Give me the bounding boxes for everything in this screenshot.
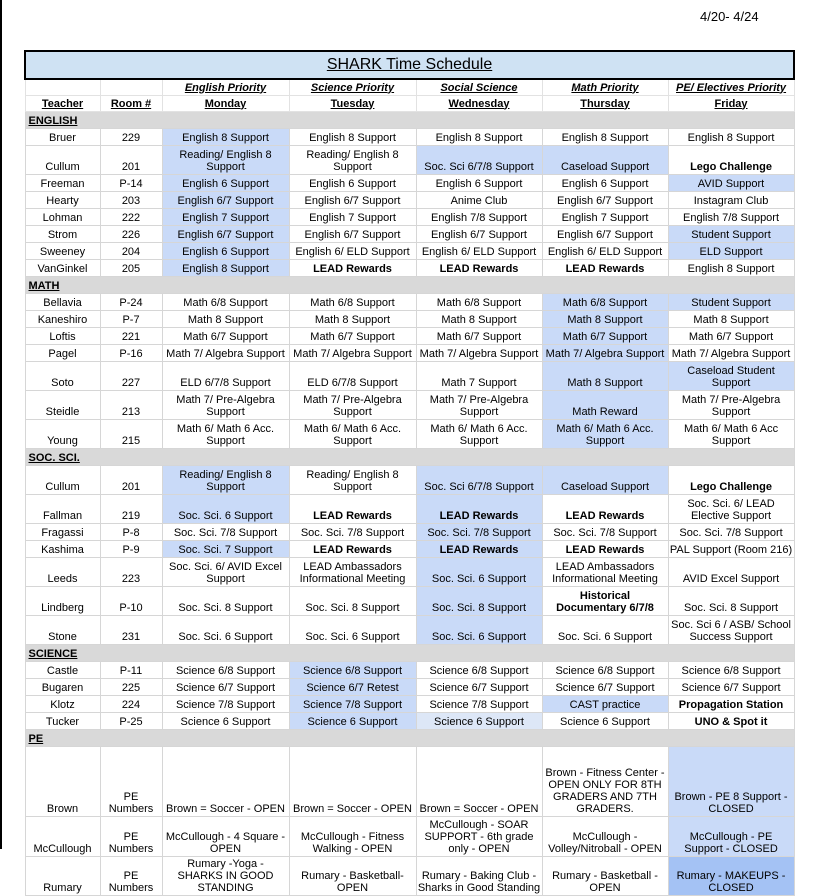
tuesday-cell: Reading/ English 8 Support — [289, 465, 416, 494]
teacher-cell: Bruer — [25, 128, 100, 145]
table-row — [25, 225, 794, 242]
table-row — [25, 419, 794, 448]
wednesday-cell: Science 6/7 Support — [416, 678, 542, 695]
column-header: Wednesday — [416, 95, 542, 111]
wednesday-cell: Math 7/ Algebra Support — [416, 344, 542, 361]
teacher-cell: Pagel — [25, 344, 100, 361]
friday-cell: Science 6/7 Support — [668, 678, 794, 695]
thursday-cell: English 7 Support — [542, 208, 668, 225]
tuesday-cell: Soc. Sci. 6 Support — [289, 615, 416, 644]
section-header — [25, 276, 794, 293]
room-cell: 231 — [100, 615, 162, 644]
thursday-cell: Brown - Fitness Center - OPEN ONLY FOR 8TH GRADERS AND 7TH GRADERS. — [542, 746, 668, 816]
table-row — [25, 465, 794, 494]
table-row — [25, 615, 794, 644]
table-row — [25, 310, 794, 327]
section-title: PE — [28, 732, 44, 745]
tuesday-cell: ELD 6/7/8 Support — [289, 361, 416, 390]
friday-cell: Instagram Club — [668, 191, 794, 208]
thursday-cell: English 6/ ELD Support — [542, 242, 668, 259]
thursday-cell: Math 8 Support — [542, 310, 668, 327]
teacher-cell: Bugaren — [25, 678, 100, 695]
thursday-cell: Math Reward — [542, 390, 668, 419]
wednesday-cell: LEAD Rewards — [416, 540, 542, 557]
room-cell: P-11 — [100, 661, 162, 678]
monday-cell: Reading/ English 8 Support — [162, 145, 289, 174]
tuesday-cell: LEAD Rewards — [289, 494, 416, 523]
friday-cell: UNO & Spot it — [668, 712, 794, 729]
wednesday-cell: Rumary - Baking Club - Sharks in Good Standing — [416, 856, 542, 895]
table-row — [25, 586, 794, 615]
friday-cell: Lego Challenge — [668, 145, 794, 174]
thursday-cell: Rumary - Basketball - OPEN — [542, 856, 668, 895]
room-cell: P-7 — [100, 310, 162, 327]
room-cell: 219 — [100, 494, 162, 523]
wednesday-cell: Math 8 Support — [416, 310, 542, 327]
teacher-cell: VanGinkel — [25, 259, 100, 276]
room-cell: P-10 — [100, 586, 162, 615]
friday-cell: Brown - PE 8 Support - CLOSED — [668, 746, 794, 816]
table-row — [25, 208, 794, 225]
teacher-cell: Cullum — [25, 465, 100, 494]
table-row — [25, 327, 794, 344]
friday-cell: Rumary - MAKEUPS - CLOSED — [668, 856, 794, 895]
priority-row — [25, 79, 794, 95]
section-header-cell — [25, 448, 794, 465]
room-cell: 225 — [100, 678, 162, 695]
friday-cell: McCullough - PE Support - CLOSED — [668, 816, 794, 856]
teacher-cell: Stone — [25, 615, 100, 644]
section-header-cell — [25, 111, 794, 128]
section-header — [25, 448, 794, 465]
thursday-cell: English 8 Support — [542, 128, 668, 145]
wednesday-cell: English 7/8 Support — [416, 208, 542, 225]
column-header: Room # — [100, 95, 162, 111]
tuesday-cell: Science 6 Support — [289, 712, 416, 729]
priority-cell: Science Priority — [289, 79, 416, 95]
wednesday-cell: English 8 Support — [416, 128, 542, 145]
teacher-cell: Strom — [25, 225, 100, 242]
thursday-cell: Math 6/8 Support — [542, 293, 668, 310]
wednesday-cell: Science 6/8 Support — [416, 661, 542, 678]
teacher-cell: Sweeney — [25, 242, 100, 259]
teacher-cell: Loftis — [25, 327, 100, 344]
tuesday-cell: Rumary - Basketball- OPEN — [289, 856, 416, 895]
wednesday-cell: Anime Club — [416, 191, 542, 208]
monday-cell: Brown = Soccer - OPEN — [162, 746, 289, 816]
wednesday-cell: Soc. Sci. 8 Support — [416, 586, 542, 615]
friday-cell: Soc. Sci. 7/8 Support — [668, 523, 794, 540]
table-row — [25, 678, 794, 695]
wednesday-cell: English 6/7 Support — [416, 225, 542, 242]
priority-cell: English Priority — [162, 79, 289, 95]
room-cell: P-14 — [100, 174, 162, 191]
wednesday-cell: Science 7/8 Support — [416, 695, 542, 712]
wednesday-cell: Science 6 Support — [416, 712, 542, 729]
section-title: ENGLISH — [28, 114, 78, 127]
thursday-cell: CAST practice — [542, 695, 668, 712]
wednesday-cell: Soc. Sci 6/7/8 Support — [416, 465, 542, 494]
teacher-cell: Soto — [25, 361, 100, 390]
room-cell: 205 — [100, 259, 162, 276]
friday-cell: English 7/8 Support — [668, 208, 794, 225]
teacher-cell: Bellavia — [25, 293, 100, 310]
thursday-cell: Soc. Sci. 7/8 Support — [542, 523, 668, 540]
thursday-cell: English 6/7 Support — [542, 191, 668, 208]
wednesday-cell: Soc. Sci 6/7/8 Support — [416, 145, 542, 174]
page-title: SHARK Time Schedule — [326, 56, 493, 73]
wednesday-cell: Math 7 Support — [416, 361, 542, 390]
teacher-cell: Lohman — [25, 208, 100, 225]
teacher-cell: Lindberg — [25, 586, 100, 615]
monday-cell: English 6 Support — [162, 242, 289, 259]
teacher-cell: Klotz — [25, 695, 100, 712]
thursday-cell: McCullough - Volley/Nitroball - OPEN — [542, 816, 668, 856]
monday-cell: Math 6/8 Support — [162, 293, 289, 310]
room-cell: 201 — [100, 465, 162, 494]
section-title: MATH — [28, 279, 60, 292]
column-header-row — [25, 95, 794, 111]
column-header: Friday — [668, 95, 794, 111]
friday-cell: ELD Support — [668, 242, 794, 259]
thursday-cell: English 6/7 Support — [542, 225, 668, 242]
priority-cell — [100, 79, 162, 95]
room-cell: 226 — [100, 225, 162, 242]
wednesday-cell: LEAD Rewards — [416, 259, 542, 276]
tuesday-cell: Science 6/8 Support — [289, 661, 416, 678]
table-row — [25, 712, 794, 729]
table-row — [25, 145, 794, 174]
monday-cell: Math 6/7 Support — [162, 327, 289, 344]
monday-cell: Math 6/ Math 6 Acc. Support — [162, 419, 289, 448]
friday-cell: English 8 Support — [668, 259, 794, 276]
wednesday-cell: McCullough - SOAR SUPPORT - 6th grade only - OPEN — [416, 816, 542, 856]
room-cell: 204 — [100, 242, 162, 259]
teacher-cell: Young — [25, 419, 100, 448]
tuesday-cell: Math 6/8 Support — [289, 293, 416, 310]
table-row — [25, 661, 794, 678]
priority-cell: Math Priority — [542, 79, 668, 95]
wednesday-cell: Math 7/ Pre-Algebra Support — [416, 390, 542, 419]
wednesday-cell: LEAD Rewards — [416, 494, 542, 523]
date-range: 4/20- 4/24 — [700, 9, 759, 24]
table-row — [25, 174, 794, 191]
monday-cell: Science 7/8 Support — [162, 695, 289, 712]
column-header: Teacher — [25, 95, 100, 111]
room-cell: PE Numbers — [100, 856, 162, 895]
tuesday-cell: English 6 Support — [289, 174, 416, 191]
teacher-cell: Freeman — [25, 174, 100, 191]
room-cell: 221 — [100, 327, 162, 344]
wednesday-cell: Math 6/8 Support — [416, 293, 542, 310]
tuesday-cell: English 6/ ELD Support — [289, 242, 416, 259]
monday-cell: Math 7/ Algebra Support — [162, 344, 289, 361]
left-border — [0, 0, 2, 849]
table-row — [25, 293, 794, 310]
friday-cell: Soc. Sci. 8 Support — [668, 586, 794, 615]
room-cell: PE Numbers — [100, 746, 162, 816]
friday-cell: Science 6/8 Support — [668, 661, 794, 678]
table-row — [25, 259, 794, 276]
table-row — [25, 344, 794, 361]
tuesday-cell: Reading/ English 8 Support — [289, 145, 416, 174]
monday-cell: English 6 Support — [162, 174, 289, 191]
tuesday-cell: English 6/7 Support — [289, 191, 416, 208]
tuesday-cell: English 8 Support — [289, 128, 416, 145]
teacher-cell: Castle — [25, 661, 100, 678]
teacher-cell: Kaneshiro — [25, 310, 100, 327]
teacher-cell: Hearty — [25, 191, 100, 208]
monday-cell: Science 6/8 Support — [162, 661, 289, 678]
friday-cell: Caseload Student Support — [668, 361, 794, 390]
section-header — [25, 729, 794, 746]
thursday-cell: LEAD Rewards — [542, 540, 668, 557]
friday-cell: Student Support — [668, 225, 794, 242]
monday-cell: English 8 Support — [162, 128, 289, 145]
table-row — [25, 856, 794, 895]
thursday-cell: Caseload Support — [542, 465, 668, 494]
column-header: Monday — [162, 95, 289, 111]
monday-cell: English 8 Support — [162, 259, 289, 276]
thursday-cell: Soc. Sci. 6 Support — [542, 615, 668, 644]
column-header: Tuesday — [289, 95, 416, 111]
thursday-cell: LEAD Rewards — [542, 259, 668, 276]
section-title: SOC. SCI. — [28, 451, 80, 464]
thursday-cell: LEAD Ambassadors Informational Meeting — [542, 557, 668, 586]
wednesday-cell: Brown = Soccer - OPEN — [416, 746, 542, 816]
tuesday-cell: Math 8 Support — [289, 310, 416, 327]
room-cell: P-8 — [100, 523, 162, 540]
room-cell: 227 — [100, 361, 162, 390]
wednesday-cell: Soc. Sci. 6 Support — [416, 615, 542, 644]
schedule-sheet — [24, 50, 793, 894]
monday-cell: Math 7/ Pre-Algebra Support — [162, 390, 289, 419]
friday-cell: Propagation Station — [668, 695, 794, 712]
monday-cell: Soc. Sci. 7 Support — [162, 540, 289, 557]
room-cell: P-9 — [100, 540, 162, 557]
wednesday-cell: English 6/ ELD Support — [416, 242, 542, 259]
teacher-cell: Steidle — [25, 390, 100, 419]
tuesday-cell: McCullough - Fitness Walking - OPEN — [289, 816, 416, 856]
room-cell: 201 — [100, 145, 162, 174]
table-row — [25, 523, 794, 540]
section-header — [25, 111, 794, 128]
teacher-cell: McCullough — [25, 816, 100, 856]
teacher-cell: Kashima — [25, 540, 100, 557]
section-title: SCIENCE — [28, 647, 78, 660]
table-row — [25, 361, 794, 390]
thursday-cell: Math 6/ Math 6 Acc. Support — [542, 419, 668, 448]
tuesday-cell: Soc. Sci. 8 Support — [289, 586, 416, 615]
thursday-cell: Science 6 Support — [542, 712, 668, 729]
tuesday-cell: Brown = Soccer - OPEN — [289, 746, 416, 816]
room-cell: 223 — [100, 557, 162, 586]
tuesday-cell: Math 7/ Algebra Support — [289, 344, 416, 361]
thursday-cell: English 6 Support — [542, 174, 668, 191]
tuesday-cell: English 6/7 Support — [289, 225, 416, 242]
column-header: Thursday — [542, 95, 668, 111]
tuesday-cell: Soc. Sci. 7/8 Support — [289, 523, 416, 540]
teacher-cell: Brown — [25, 746, 100, 816]
monday-cell: Soc. Sci. 7/8 Support — [162, 523, 289, 540]
section-header-cell — [25, 276, 794, 293]
room-cell: 224 — [100, 695, 162, 712]
table-row — [25, 540, 794, 557]
monday-cell: Reading/ English 8 Support — [162, 465, 289, 494]
wednesday-cell: Soc. Sci. 7/8 Support — [416, 523, 542, 540]
friday-cell: Lego Challenge — [668, 465, 794, 494]
thursday-cell: Caseload Support — [542, 145, 668, 174]
room-cell: 215 — [100, 419, 162, 448]
teacher-cell: Leeds — [25, 557, 100, 586]
priority-cell — [25, 79, 100, 95]
room-cell: 213 — [100, 390, 162, 419]
tuesday-cell: Math 7/ Pre-Algebra Support — [289, 390, 416, 419]
table-row — [25, 390, 794, 419]
friday-cell: Soc. Sci. 6/ LEAD Elective Support — [668, 494, 794, 523]
friday-cell: AVID Excel Support — [668, 557, 794, 586]
monday-cell: Math 8 Support — [162, 310, 289, 327]
monday-cell: McCullough - 4 Square - OPEN — [162, 816, 289, 856]
monday-cell: Soc. Sci. 8 Support — [162, 586, 289, 615]
teacher-cell: Fallman — [25, 494, 100, 523]
room-cell: P-16 — [100, 344, 162, 361]
tuesday-cell: Math 6/ Math 6 Acc. Support — [289, 419, 416, 448]
friday-cell: Math 7/ Pre-Algebra Support — [668, 390, 794, 419]
room-cell: 222 — [100, 208, 162, 225]
section-header — [25, 644, 794, 661]
monday-cell: English 7 Support — [162, 208, 289, 225]
priority-cell: PE/ Electives Priority — [668, 79, 794, 95]
tuesday-cell: Science 7/8 Support — [289, 695, 416, 712]
thursday-cell: Science 6/8 Support — [542, 661, 668, 678]
table-row — [25, 242, 794, 259]
teacher-cell: Tucker — [25, 712, 100, 729]
tuesday-cell: LEAD Rewards — [289, 540, 416, 557]
monday-cell: Soc. Sci. 6 Support — [162, 615, 289, 644]
teacher-cell: Fragassi — [25, 523, 100, 540]
table-row — [25, 816, 794, 856]
teacher-cell: Rumary — [25, 856, 100, 895]
table-row — [25, 557, 794, 586]
section-header-cell — [25, 644, 794, 661]
schedule-table — [24, 50, 795, 896]
table-row — [25, 746, 794, 816]
room-cell: 229 — [100, 128, 162, 145]
monday-cell: Soc. Sci. 6/ AVID Excel Support — [162, 557, 289, 586]
friday-cell: Math 6/ Math 6 Acc Support — [668, 419, 794, 448]
friday-cell: Math 8 Support — [668, 310, 794, 327]
wednesday-cell: Math 6/ Math 6 Acc. Support — [416, 419, 542, 448]
monday-cell: ELD 6/7/8 Support — [162, 361, 289, 390]
wednesday-cell: English 6 Support — [416, 174, 542, 191]
thursday-cell: Math 6/7 Support — [542, 327, 668, 344]
room-cell: 203 — [100, 191, 162, 208]
friday-cell: AVID Support — [668, 174, 794, 191]
table-row — [25, 128, 794, 145]
section-header-cell — [25, 729, 794, 746]
friday-cell: English 8 Support — [668, 128, 794, 145]
tuesday-cell: LEAD Ambassadors Informational Meeting — [289, 557, 416, 586]
wednesday-cell: Soc. Sci. 6 Support — [416, 557, 542, 586]
teacher-cell: Cullum — [25, 145, 100, 174]
thursday-cell: Historical Documentary 6/7/8 — [542, 586, 668, 615]
friday-cell: PAL Support (Room 216) — [668, 540, 794, 557]
thursday-cell: Math 7/ Algebra Support — [542, 344, 668, 361]
priority-cell: Social Science — [416, 79, 542, 95]
monday-cell: Rumary -Yoga - SHARKS IN GOOD STANDING — [162, 856, 289, 895]
wednesday-cell: Math 6/7 Support — [416, 327, 542, 344]
tuesday-cell: LEAD Rewards — [289, 259, 416, 276]
thursday-cell: LEAD Rewards — [542, 494, 668, 523]
room-cell: P-24 — [100, 293, 162, 310]
friday-cell: Math 7/ Algebra Support — [668, 344, 794, 361]
thursday-cell: Math 8 Support — [542, 361, 668, 390]
friday-cell: Soc. Sci 6 / ASB/ School Success Support — [668, 615, 794, 644]
monday-cell: English 6/7 Support — [162, 191, 289, 208]
monday-cell: Science 6/7 Support — [162, 678, 289, 695]
table-row — [25, 191, 794, 208]
room-cell: P-25 — [100, 712, 162, 729]
thursday-cell: Science 6/7 Support — [542, 678, 668, 695]
friday-cell: Student Support — [668, 293, 794, 310]
title-cell — [25, 51, 794, 79]
table-row — [25, 695, 794, 712]
friday-cell: Math 6/7 Support — [668, 327, 794, 344]
monday-cell: English 6/7 Support — [162, 225, 289, 242]
monday-cell: Science 6 Support — [162, 712, 289, 729]
room-cell: PE Numbers — [100, 816, 162, 856]
tuesday-cell: English 7 Support — [289, 208, 416, 225]
tuesday-cell: Science 6/7 Retest — [289, 678, 416, 695]
monday-cell: Soc. Sci. 6 Support — [162, 494, 289, 523]
tuesday-cell: Math 6/7 Support — [289, 327, 416, 344]
table-row — [25, 494, 794, 523]
